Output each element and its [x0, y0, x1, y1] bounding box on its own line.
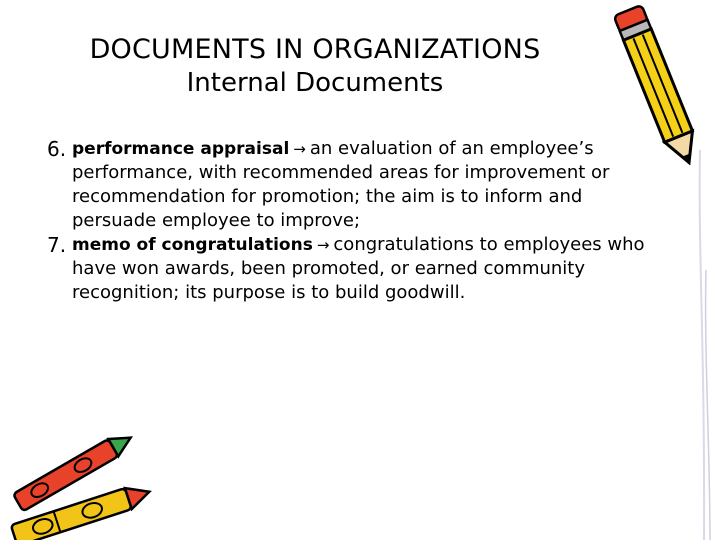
pencil-icon: [600, 0, 720, 175]
title-subtitle: Internal Documents: [186, 68, 444, 99]
crayons-icon: [0, 430, 165, 540]
item-description: congratulations to employees who have won awards, been promoted, or earned community recognition; its purpose is to build goodwill.: [72, 234, 645, 303]
item-number: 6.: [47, 137, 67, 161]
list-item-memo-of-congratulations: [47, 233, 667, 305]
arrow-icon: →: [316, 236, 330, 254]
item-description: an evaluation of an employee’s performance, with recommended areas for improvement or recommendation for promotion; the aim is to inform and persuade employee to improve;: [72, 138, 610, 231]
title-main: DOCUMENTS IN ORGANIZATIONS: [89, 34, 541, 65]
document-list: [47, 137, 667, 305]
arrow-icon: →: [293, 140, 306, 158]
list-item-performance-appraisal: [47, 137, 667, 233]
slide-title: [0, 34, 630, 100]
decorative-line: [680, 150, 720, 540]
item-term: memo of congratulations: [72, 235, 313, 255]
item-number: 7.: [47, 233, 67, 257]
item-term: performance appraisal: [72, 139, 290, 159]
